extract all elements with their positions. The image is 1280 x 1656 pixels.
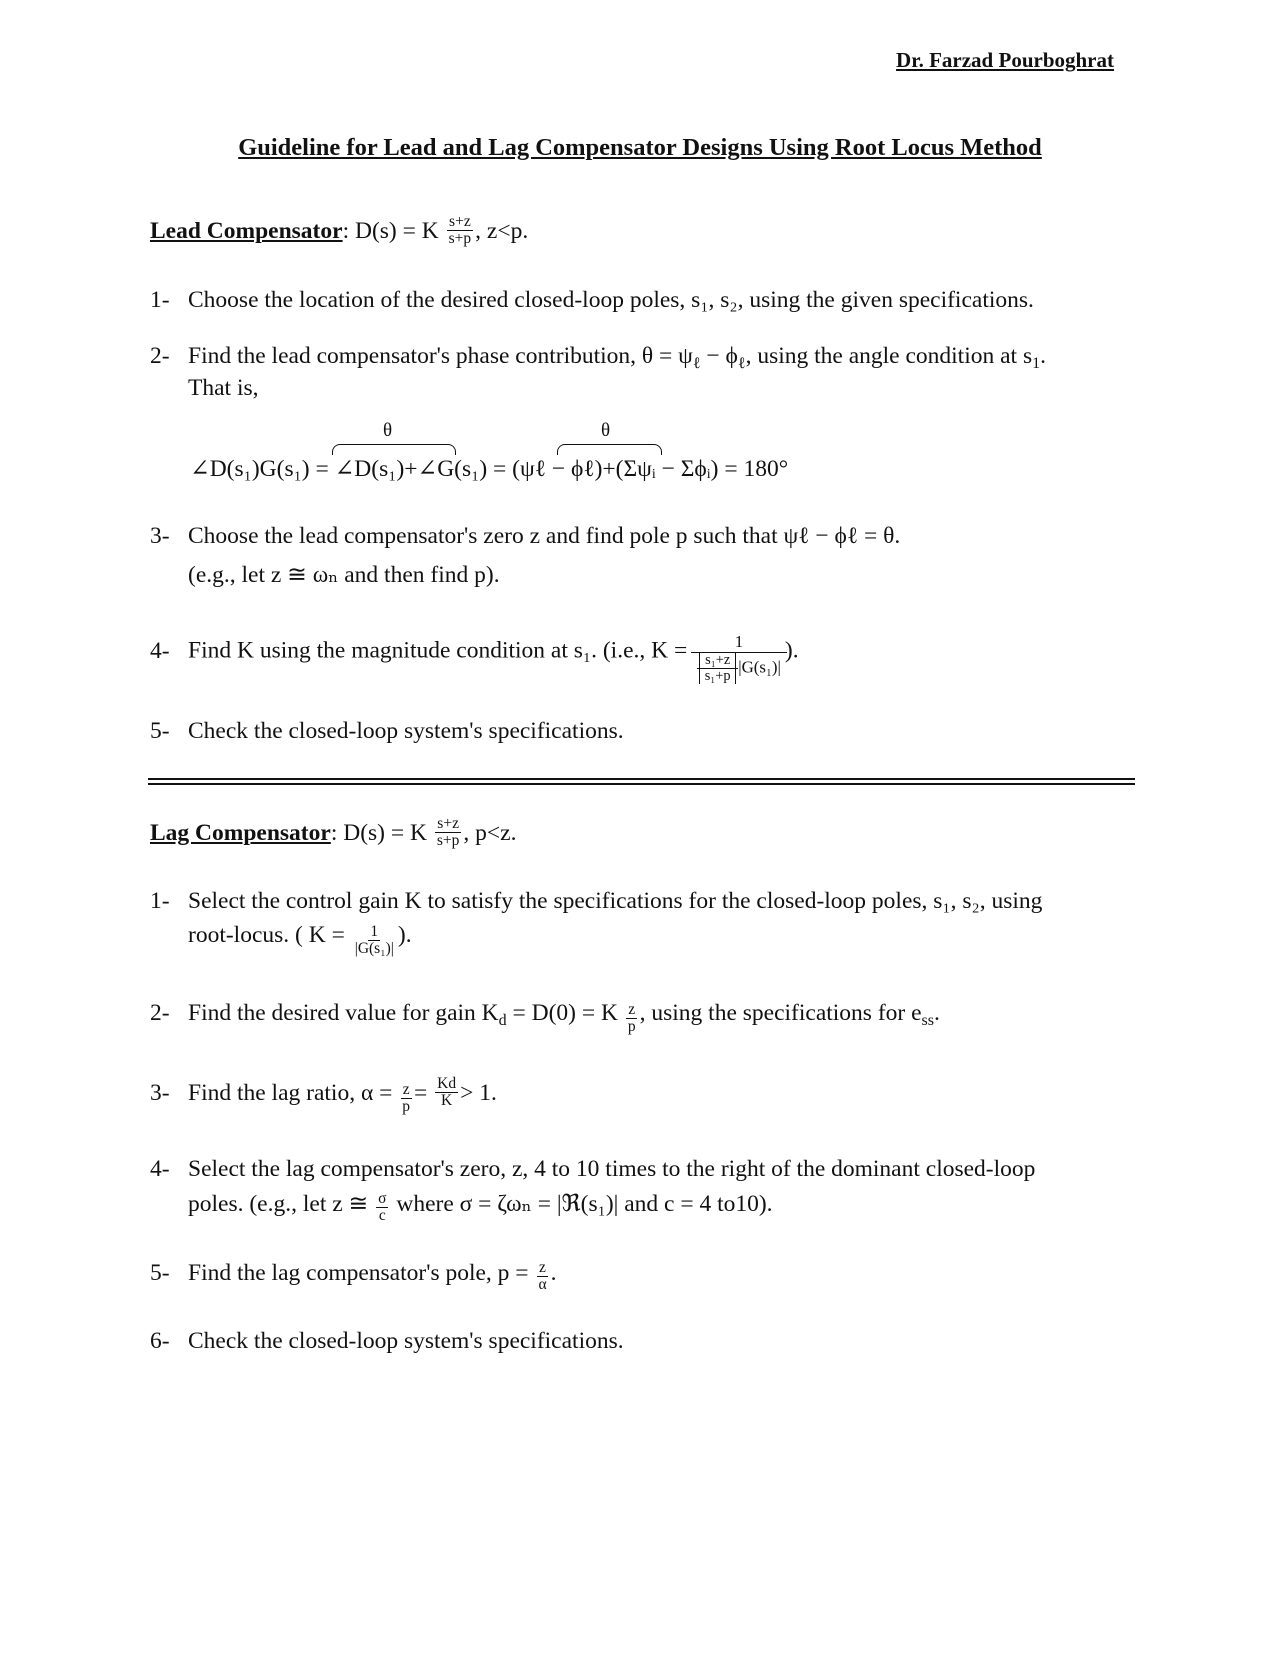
lead-step-5 <box>150 717 624 745</box>
lead-transfer-fraction <box>447 214 474 248</box>
z-over-p-fraction <box>626 1002 638 1036</box>
lag-step-4-line2 <box>188 1189 773 1223</box>
k-fraction <box>353 924 396 958</box>
step-number: 3- <box>150 523 170 549</box>
k-frac-num: 1 <box>370 923 379 940</box>
lag-step-1-line2 <box>188 920 412 958</box>
inner-frac-den: s₁+p <box>704 668 731 685</box>
step-text-c: , using the angle condition at s <box>745 343 1033 369</box>
lag-step-3 <box>150 1075 497 1116</box>
step-number: 5- <box>150 718 170 744</box>
frac-den: c <box>378 1207 386 1225</box>
frac-num: σ <box>378 1190 387 1207</box>
step-text: Select the lag compensator's zero, z, 4 to 10 times to the right of the dominant closed-loop <box>188 1156 1036 1182</box>
k-frac-num: 1 <box>691 632 787 653</box>
lead-frac-den: s+p <box>448 230 472 248</box>
step-number: 6- <box>150 1328 170 1354</box>
step-number: 2- <box>150 1000 170 1027</box>
step-text: Find the desired value for gain K <box>188 1000 499 1027</box>
inner-frac-num: s₁+z <box>697 653 738 669</box>
equals: = <box>414 1080 428 1107</box>
step-number: 3- <box>150 1080 170 1107</box>
step-text: Find the lead compensator's phase contribution, θ = ψ <box>188 343 693 369</box>
lead-formula-prefix: : D(s) = K <box>342 218 439 245</box>
lag-heading-line <box>150 815 517 852</box>
frac-num: z <box>539 1259 546 1276</box>
frac-den: p <box>627 1018 636 1036</box>
lag-step-1 <box>150 887 1042 915</box>
step-number: 1- <box>150 287 170 313</box>
step-number: 1- <box>150 888 170 914</box>
lead-step-3 <box>150 522 900 550</box>
g-magnitude: |G(s₁)| <box>738 657 781 677</box>
section-divider-bottom <box>148 783 1135 785</box>
z-over-p-fraction <box>400 1082 412 1116</box>
step-number: 4- <box>150 1156 170 1182</box>
lag-step-4 <box>150 1155 1035 1183</box>
step-text: poles. (e.g., let z ≅ <box>188 1191 369 1218</box>
step-number: 4- <box>150 637 170 664</box>
sub-ss: ss <box>921 1011 934 1029</box>
frac-num: z <box>628 1001 636 1018</box>
step-end: . <box>550 1260 557 1287</box>
theta-label: θ <box>601 420 611 441</box>
k-frac-den: |G(s₁)| <box>354 940 394 958</box>
lead-condition: , z<p. <box>475 218 529 245</box>
step-number: 5- <box>150 1260 170 1287</box>
kd-over-k-fraction <box>435 1076 458 1110</box>
lag-condition: , p<z. <box>463 820 517 847</box>
sub-d: d <box>498 1011 507 1029</box>
frac-num: z <box>402 1081 410 1098</box>
step-end: ). <box>397 922 412 949</box>
lag-frac-num: s+z <box>437 815 459 832</box>
step-text-d: . <box>933 1000 940 1027</box>
author-name: Dr. Farzad Pourboghrat <box>896 48 1114 72</box>
step-text: Select the control gain K to satisfy the specifications for the closed-loop poles, s₁, s₂, using <box>188 888 1043 914</box>
step-end: ). <box>784 637 799 664</box>
lead-step-1 <box>150 286 1034 314</box>
step-end: > 1. <box>460 1080 497 1107</box>
frac-den: K <box>441 1092 453 1110</box>
lag-step-2 <box>150 998 940 1036</box>
lead-step-2: 2- Find the lead compensator's phase contribution, $\theta = \psi_\ell - \phi_\ell$, using the angle condition at $s_1$. <box>150 343 1046 372</box>
step-number: 2- <box>150 343 170 369</box>
step-text: root-locus. ( K = <box>188 922 345 949</box>
frac-den: α <box>538 1276 547 1294</box>
k-frac-den <box>695 653 783 684</box>
step-text: Find the lag compensator's pole, p = <box>188 1260 529 1287</box>
sigma-over-c-fraction <box>376 1191 388 1225</box>
lead-step-3-line2: (e.g., let z ≅ ωₙ and then find p). <box>188 562 500 588</box>
overbrace-1 <box>332 444 456 455</box>
lag-step-6 <box>150 1327 624 1355</box>
step-text-d: . <box>1040 343 1046 369</box>
lag-step-5 <box>150 1258 556 1292</box>
step-text-b: where σ = ζωₙ = |ℜ(s₁)| and c = 4 to10). <box>390 1191 773 1218</box>
frac-den: p <box>402 1098 411 1116</box>
lag-formula-prefix: : D(s) = K <box>330 820 427 847</box>
theta-label: θ <box>383 420 393 441</box>
lag-frac-den: s+p <box>436 832 460 850</box>
lag-transfer-fraction <box>435 816 462 850</box>
step-text-c: , using the specifications for e <box>639 1000 922 1027</box>
lead-heading-line <box>150 213 529 250</box>
step-text: Find K using the magnitude condition at s₁. (i.e., K = <box>188 637 688 664</box>
lag-heading: Lag Compensator <box>150 820 331 847</box>
lead-frac-num: s+z <box>449 213 471 230</box>
section-divider-top <box>148 778 1135 780</box>
step-text: Check the closed-loop system's specifications. <box>188 718 624 744</box>
step-text: Choose the location of the desired closed-loop poles, s₁, s₂, using the given specifications. <box>188 287 1034 313</box>
z-over-alpha-fraction <box>536 1260 548 1294</box>
lead-step-4 <box>150 626 799 685</box>
lead-step-2-line2: That is, <box>188 375 259 401</box>
angle-equation: ∠D(s₁)G(s₁) = ∠D(s₁)+∠G(s₁) = (ψℓ − ϕℓ)+(Σψᵢ − Σϕᵢ) = 180° <box>190 456 789 482</box>
k-magnitude-fraction <box>695 632 783 684</box>
step-text-b: = D(0) = K <box>506 1000 618 1027</box>
step-text: Find the lag ratio, α = <box>188 1080 393 1107</box>
overbrace-2 <box>557 444 662 455</box>
step-text: Choose the lead compensator's zero z and find pole p such that ψℓ − ϕℓ = θ. <box>188 523 901 549</box>
lead-heading: Lead Compensator <box>150 218 343 245</box>
step-text: Check the closed-loop system's specifications. <box>188 1328 624 1354</box>
step-text-b: − ϕ <box>700 343 738 369</box>
page-title: Guideline for Lead and Lag Compensator Designs Using Root Locus Method <box>238 134 1042 161</box>
frac-num: Kd <box>437 1075 457 1092</box>
